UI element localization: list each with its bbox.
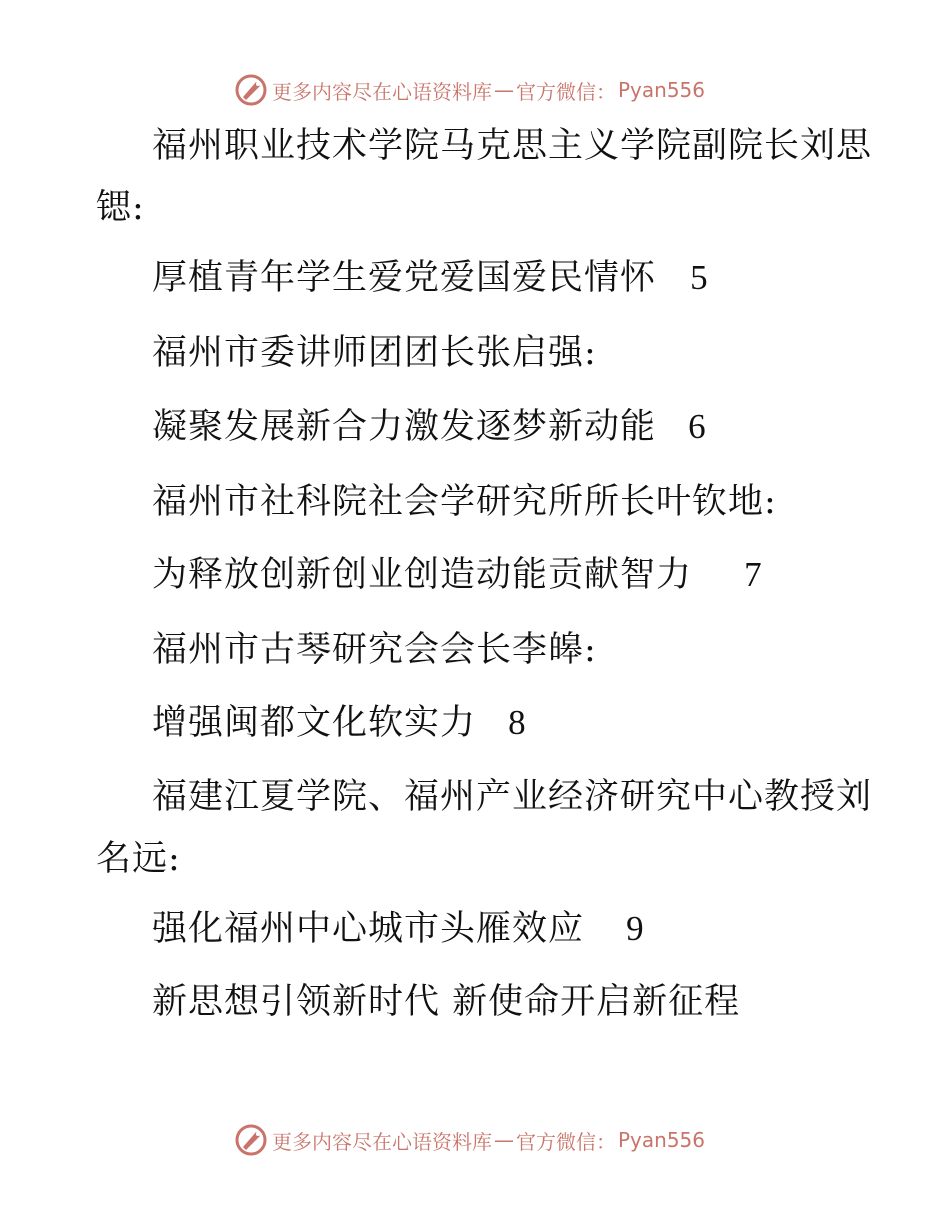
toc-entry-2-page: 5 bbox=[690, 258, 709, 297]
watermark-label: 官方微信： bbox=[516, 1129, 616, 1154]
toc-entry-2 bbox=[152, 256, 709, 300]
toc-entry-2-title: 厚植青年学生爱党爱国爱民情怀 bbox=[152, 258, 657, 298]
toc-entry-6-page: 7 bbox=[744, 555, 763, 594]
pen-nib-logo-icon bbox=[234, 73, 268, 107]
toc-entry-1-title-line2: 锶: bbox=[96, 188, 145, 228]
toc-entry-10-page: 9 bbox=[626, 909, 645, 948]
toc-entry-1-title-line1: 福州职业技术学院马克思主义学院副院长刘思 bbox=[152, 126, 873, 166]
watermark-handle: Pyan556 bbox=[618, 1128, 706, 1152]
toc-entry-4-page: 6 bbox=[688, 407, 707, 446]
toc-entry-4 bbox=[152, 405, 707, 449]
toc-entry-10 bbox=[152, 907, 645, 951]
pen-nib-logo-icon bbox=[234, 1123, 268, 1157]
watermark-header bbox=[234, 72, 705, 108]
toc-entry-11-title: 新思想引领新时代 新使命开启新征程 bbox=[152, 982, 741, 1022]
toc-entry-6-title: 为释放创新创业创造动能贡献智力 bbox=[152, 555, 693, 595]
watermark-handle: Pyan556 bbox=[618, 78, 706, 102]
toc-entry-3-title: 福州市委讲师团团长张启强: bbox=[152, 333, 597, 373]
toc-entry-5-title: 福州市社科院社会学研究所所长叶钦地: bbox=[152, 482, 777, 522]
watermark-dash: — bbox=[494, 1128, 514, 1152]
toc-entry-8-title: 增强闽都文化软实力 bbox=[152, 703, 477, 743]
watermark-text: 更多内容尽在心语资料库 bbox=[272, 1129, 492, 1154]
toc-entry-9-title-line1: 福建江夏学院、福州产业经济研究中心教授刘 bbox=[152, 777, 873, 817]
toc-entry-4-title: 凝聚发展新合力激发逐梦新动能 bbox=[152, 407, 657, 447]
toc-entry-7-title: 福州市古琴研究会会长李皞: bbox=[152, 630, 597, 670]
toc-entry-8-page: 8 bbox=[508, 703, 527, 742]
toc-entry-6 bbox=[152, 553, 763, 597]
toc-entry-8 bbox=[152, 701, 527, 745]
watermark-label: 官方微信： bbox=[516, 79, 616, 104]
watermark-footer bbox=[234, 1122, 705, 1158]
toc-entry-9-title-line2: 名远: bbox=[96, 839, 181, 879]
toc-entry-10-title: 强化福州中心城市头雁效应 bbox=[152, 909, 585, 949]
watermark-dash: — bbox=[494, 78, 514, 102]
watermark-text: 更多内容尽在心语资料库 bbox=[272, 79, 492, 104]
